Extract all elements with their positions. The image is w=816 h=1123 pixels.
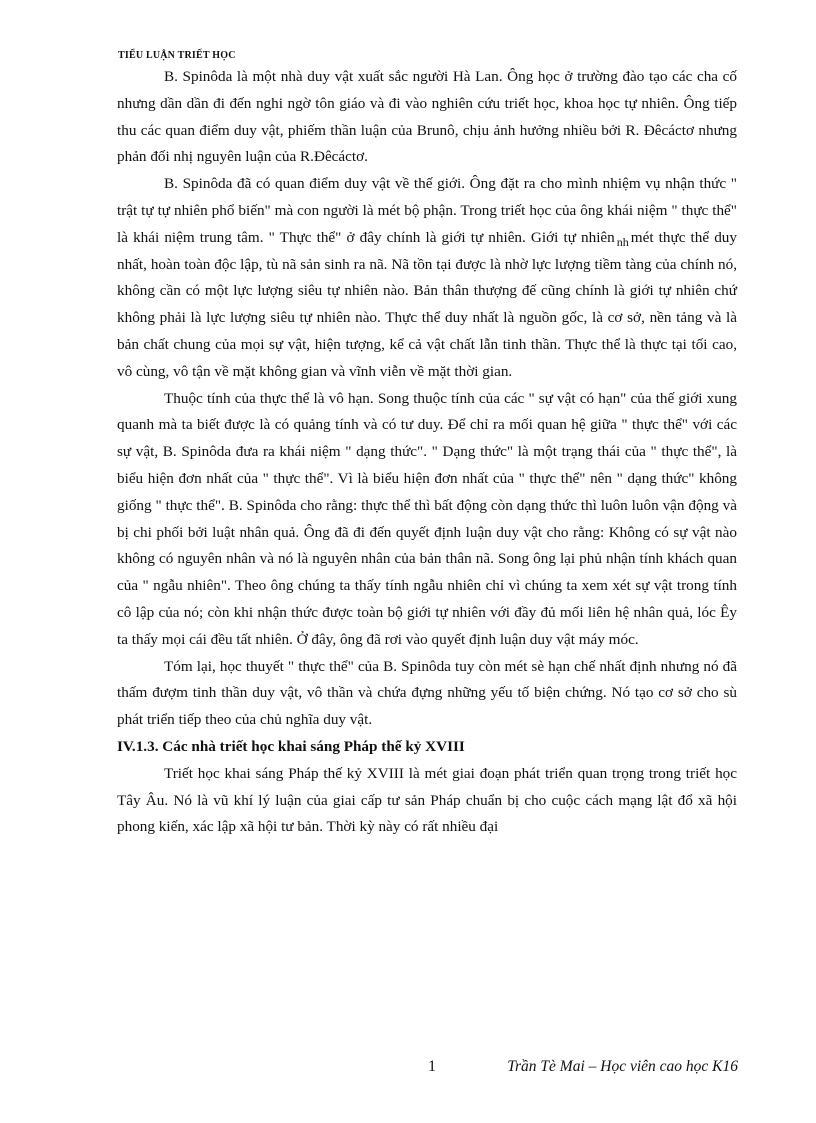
paragraph-substance-text-start: B. Spinôda đã có quan điểm duy vật về thế giới. Ông đặt ra cho mình nhiệm vụ nhận thức " trật tự tự nhiên phổ biến" mà con người là mét bộ phận. Trong triết học của ông khái niệm " thực thể" là khái niệm trung tâm. " Thực thể" ở đây chính là giới tự nhiên. Giới tự nhiên <box>117 175 737 246</box>
page-number: 1 <box>428 1058 436 1075</box>
paragraph-enlightenment: Triết học khai sáng Pháp thế kỷ XVIII là mét giai đoạn phát triển quan trọng trong triết học Tây Âu. Nó là vũ khí lý luận của giai cấp tư sản Pháp chuẩn bị cho cuộc cách mạng lật đổ xã hội phong kiến, xác lập xã hội tư bản. Thời kỳ này có rất nhiều đại <box>117 764 737 836</box>
footer-author: Trần Tè Mai – Học viên cao học K16 <box>507 1058 738 1075</box>
document-body <box>117 64 737 841</box>
document-header: TIỂU LUẬN TRIẾT HỌC <box>118 50 236 61</box>
paragraph-summary: Tóm lại, học thuyết " thực thể" của B. Spinôda tuy còn mét sè hạn chế nhất định nhưng nó đã thấm đượm tinh thần duy vật, vô thần và chứa đựng những yếu tố biện chứng. Nó tạo cơ sở cho sù phát triển tiếp theo của chủ nghĩa duy vật. <box>117 657 737 729</box>
paragraph-spinoza-intro: B. Spinôda là một nhà duy vật xuất sắc người Hà Lan. Ông học ở trường đào tạo các cha cố nhưng dần dần đi đến nghi ngờ tôn giáo và đi vào nghiên cứu triết học, khoa học tự nhiên. Ông tiếp thu các quan điểm duy vật, phiếm thần luận của Brunô, chịu ảnh hưởng nhiều bởi R. Đêcáctơ nhưng phản đối nhị nguyên luận của R.Đêcáctơ. <box>117 68 737 166</box>
paragraph-substance-concept <box>117 171 737 385</box>
section-heading: IV.1.3. Các nhà triết học khai sáng Pháp thế kỷ XVIII <box>117 737 465 755</box>
paragraph-substance-text-end: mét thực thể duy nhất, hoàn toàn độc lập, tù nã sản sinh ra nã. Nã tồn tại được là nhờ lực lượng tiềm tàng của chính nó, không cần có một lực lượng siêu tự nhiên nào. Bản thân thượng đế cũng chính là giới tự nhiên chứ không phải là lực lượng siêu tự nhiên nào. Thực thể duy nhất là nguồn gốc, là cơ sở, nền tảng và là bản chất chung của mọi sự vật, hiện tượng, kể cả vật chất lẫn tinh thần. Thực thể là thực tại tối cao, vô cùng, vô tận về mặt không gian và vĩnh viễn về mặt thời gian. <box>117 228 737 380</box>
subscript-fragment: nh <box>616 234 629 249</box>
paragraph-attributes: Thuộc tính của thực thể là vô hạn. Song thuộc tính của các " sự vật có hạn" của thế giới xung quanh mà ta biết được là có quảng tính và có tư duy. Để chỉ ra mối quan hệ giữa " thực thể" với các sự vật, B. Spinôda đưa ra khái niệm " dạng thức". " Dạng thức" là một trạng thái của " thực thể", là biểu hiện đơn nhất của " thực thể". Vì là biểu hiện đơn nhất của " thực thể" nên " dạng thức" không giống " thực thể". B. Spinôda cho rằng: thực thể thì bất động còn dạng thức thì luôn luôn vận động và bị chi phối bởi luật nhân quả. Ông đã đi đến quyết định luận duy vật cho rằng: Không có sự vật nào không có nguyên nhân và nó là nguyên nhân của bản thân nã. Song ông lại phủ nhận tính khách quan của " ngẫu nhiên". Theo ông chúng ta thấy tính ngẫu nhiên chỉ vì chúng ta xem xét sự vật trong tính cô lập của nó; còn khi nhận thức được toàn bộ giới tự nhiên với đầy đủ mối liên hệ nhân quả, lóc Êy ta thấy mọi cái đều tất nhiên. Ở đây, ông đã rơi vào quyết định luận duy vật máy móc. <box>117 389 737 648</box>
